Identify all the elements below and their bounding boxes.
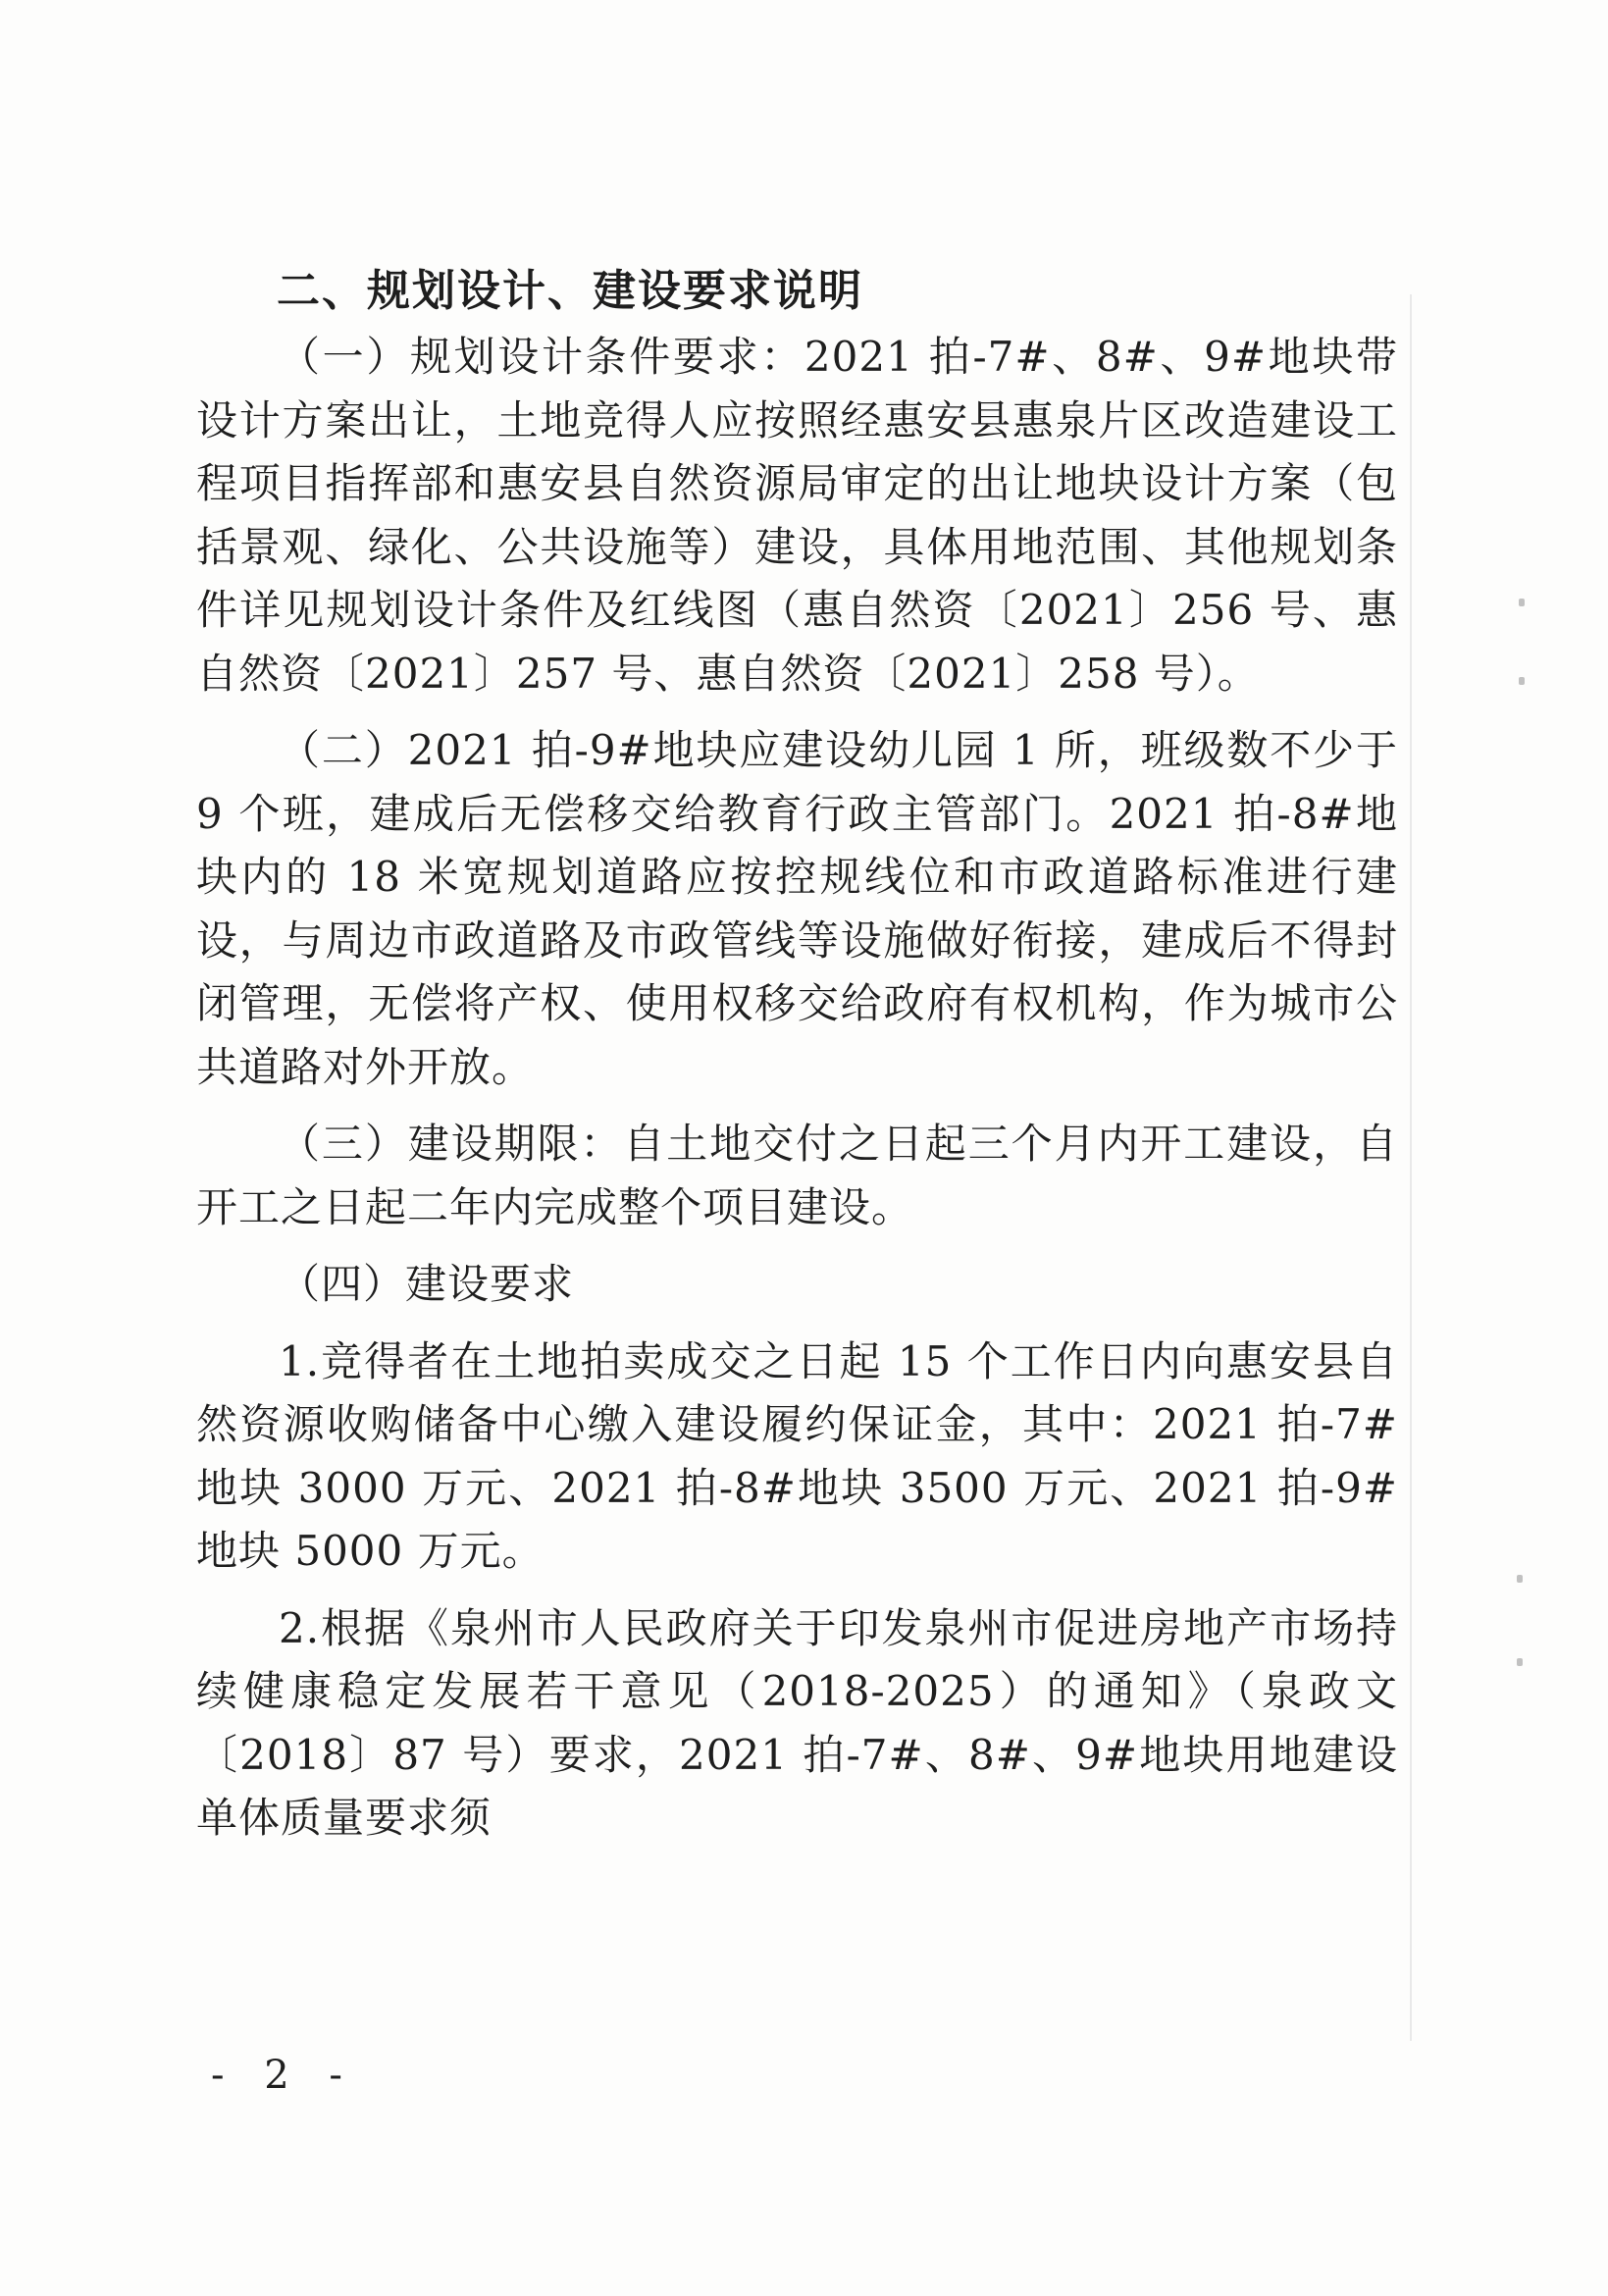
scan-edge-line <box>1410 294 1412 2041</box>
scan-speck <box>1519 599 1525 606</box>
paragraph-performance-bond: 1.竞得者在土地拍卖成交之日起 15 个工作日内向惠安县自然资源收购储备中心缴入建设履约保证金，其中：2021 拍-7#地块 3000 万元、2021 拍-8#地块 3500 万元、2021 拍-9#地块 5000 万元。 <box>196 1336 1398 1575</box>
paragraph-quality-requirement: 2.根据《泉州市人民政府关于印发泉州市促进房地产市场持续健康稳定发展若干意见（2018-2025）的通知》（泉政文〔2018〕87 号）要求，2021 拍-7#、8#、9#地块用地建设单体质量要求须 <box>196 1603 1398 1842</box>
paragraph-planning-conditions: （一）规划设计条件要求：2021 拍-7#、8#、9#地块带设计方案出让，土地竞得人应按照经惠安县惠泉片区改造建设工程项目指挥部和惠安县自然资源局审定的出让地块设计方案（包括景观、绿化、公共设施等）建设，具体用地范围、其他规划条件详见规划设计条件及红线图（惠自然资〔2021〕256 号、惠自然资〔2021〕257 号、惠自然资〔2021〕258 号）。 <box>196 333 1398 698</box>
paragraph-kindergarten-road: （二）2021 拍-9#地块应建设幼儿园 1 所，班级数不少于 9 个班，建成后无偿移交给教育行政主管部门。2021 拍-8#地块内的 18 米宽规划道路应按控规线位和市政道路标准进行建设，与周边市政道路及市政管线等设施做好衔接，建成后不得封闭管理，无偿将产权、使用权移交给政府有权机构，作为城市公共道路对外开放。 <box>196 726 1398 1091</box>
scan-speck <box>1517 1658 1523 1666</box>
paragraph-construction-period: （三）建设期限：自土地交付之日起三个月内开工建设，自开工之日起二年内完成整个项目建设。 <box>196 1120 1398 1231</box>
paragraph-construction-requirements: （四）建设要求 <box>279 1260 575 1308</box>
page-number: - 2 - <box>211 2053 356 2098</box>
document-body <box>196 263 1398 1851</box>
scan-speck <box>1517 1575 1523 1583</box>
scan-speck <box>1519 677 1525 685</box>
section-heading: 二、规划设计、建设要求说明 <box>277 266 863 316</box>
